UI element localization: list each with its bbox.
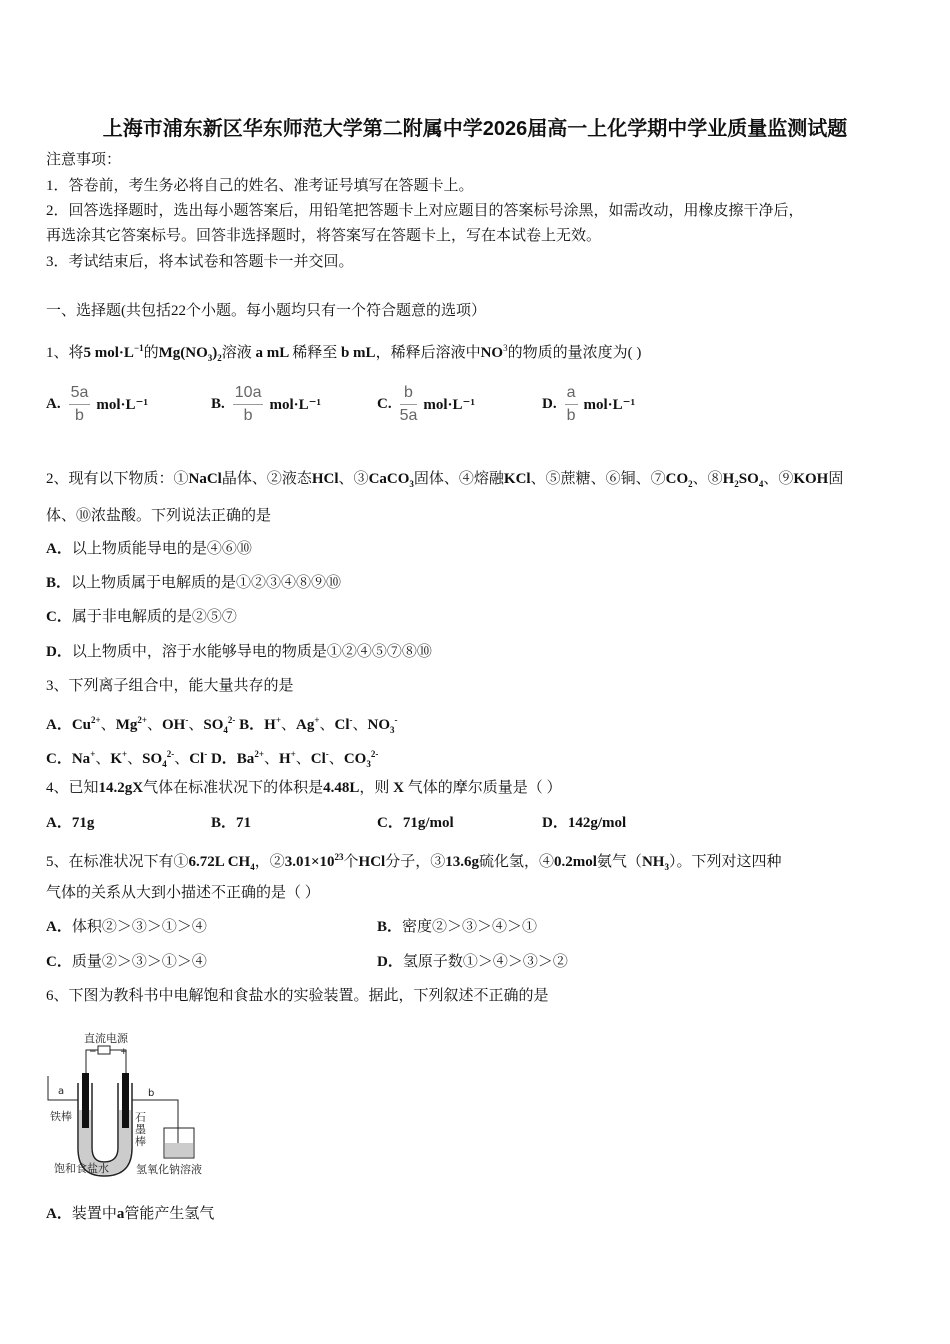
text-segment: A．	[46, 1206, 72, 1222]
text-segment: 气体在标准状况下的体积是	[143, 780, 324, 796]
q3-options-ab[interactable]	[46, 710, 398, 740]
text-segment: 2	[688, 479, 693, 489]
q4-option-b[interactable]: B．71	[211, 815, 252, 831]
text-segment: 4	[250, 862, 255, 872]
text-segment: X	[389, 780, 408, 796]
text-segment: 溶液	[221, 345, 252, 361]
text-segment: 分子，③	[385, 854, 446, 870]
text-segment: b mL	[337, 345, 376, 361]
text-segment: 、⑧	[692, 471, 723, 487]
text-segment: 14.2gX	[98, 780, 144, 796]
text-segment: )	[632, 345, 642, 361]
text-segment: 3	[503, 343, 508, 353]
fraction	[400, 384, 418, 425]
text-segment: C．	[46, 751, 72, 767]
tube-b-label: b	[148, 1088, 155, 1099]
text-segment: 、	[188, 717, 204, 733]
text-segment: 氢原子数①＞④＞③＞②	[402, 954, 568, 970]
q2-stem	[46, 469, 843, 494]
text-segment: 3	[390, 725, 395, 735]
q1-option-b[interactable]	[211, 384, 321, 425]
electrolysis-apparatus-figure	[44, 1028, 224, 1183]
q4-option-c[interactable]: C．71g/mol	[377, 815, 454, 831]
text-segment: 4	[223, 725, 228, 735]
option-label: A.	[46, 396, 61, 412]
q6-stem	[46, 986, 549, 1006]
text-segment: 、	[352, 717, 368, 733]
text-segment: 2+	[137, 715, 147, 725]
text-segment: ，稀释后溶液中	[375, 345, 481, 361]
text-segment: )	[212, 345, 218, 361]
text-segment: Cu	[71, 717, 92, 733]
q2-stem-cont	[46, 506, 271, 526]
text-segment: Mg	[115, 717, 138, 733]
graphite-label: 墨	[135, 1123, 146, 1136]
text-segment: H	[722, 471, 735, 487]
q5-option-b[interactable]	[377, 917, 537, 937]
text-segment: 3	[207, 353, 213, 363]
unit: mol·L⁻¹	[423, 397, 475, 413]
text-segment: 属于非电解质的是②⑤⑦	[71, 609, 237, 625]
denominator: b	[75, 407, 84, 424]
text-segment: 4、已知	[46, 780, 99, 796]
text-segment: 、	[127, 751, 143, 767]
text-segment: A．	[46, 717, 72, 733]
text-segment: NO	[367, 717, 390, 733]
text-segment: Ba	[236, 751, 255, 767]
q2-option-d[interactable]	[46, 642, 432, 662]
text-segment: 装置中	[71, 1206, 117, 1222]
text-segment: 5 mol·L	[83, 345, 134, 361]
text-segment: NO	[480, 345, 504, 361]
unit: mol·L⁻¹	[269, 397, 322, 413]
text-segment: 0.2mol	[554, 854, 597, 870]
text-segment: 的物质的量浓度为(	[507, 345, 633, 361]
q5-option-c[interactable]	[46, 952, 207, 972]
text-segment: 2-	[227, 715, 236, 725]
denominator: b	[566, 407, 576, 424]
text-segment: +	[122, 749, 128, 759]
note-2-cont: 再选涂其它答案标号。回答非选择题时，将答案写在答题卡上，写在本试卷上无效。	[46, 228, 602, 244]
text-segment: 3.01×10	[284, 854, 335, 870]
q1-option-c[interactable]	[377, 384, 475, 425]
q4-option-d[interactable]: D．142g/mol	[542, 815, 627, 831]
text-segment: B．	[46, 575, 72, 591]
q3-stem	[46, 676, 294, 696]
text-segment: −1	[133, 343, 144, 353]
text-segment: CaCO	[368, 471, 410, 487]
text-segment: 6、下图为教科书中电解饱和食盐水的实验装置。据此，下列叙述不正确的是	[46, 988, 549, 1004]
text-segment: +	[275, 715, 281, 725]
text-segment: C．	[46, 609, 72, 625]
text-segment: 1、将	[46, 345, 84, 361]
text-segment: 3	[366, 759, 371, 769]
text-segment: C．	[46, 954, 72, 970]
graphite-rod	[122, 1073, 129, 1128]
text-segment: -	[204, 749, 208, 759]
text-segment: K	[110, 751, 123, 767]
text-segment: 6.72L CH	[188, 854, 251, 870]
text-segment: CO	[343, 751, 367, 767]
text-segment: D．	[377, 954, 403, 970]
text-segment: ）。下列对这四种	[668, 854, 782, 870]
text-segment: 的	[143, 345, 159, 361]
text-segment: 以上物质能导电的是④⑥⑩	[71, 541, 252, 557]
text-segment: CO	[665, 471, 689, 487]
graphite-label: 石	[135, 1111, 146, 1124]
text-segment: 硫化氢，④	[478, 854, 554, 870]
text-segment: 固体、④熔融	[413, 471, 504, 487]
text-segment: NaCl	[188, 471, 222, 487]
numerator: b	[400, 384, 418, 405]
text-segment: -	[394, 715, 398, 725]
unit: mol·L⁻¹	[96, 397, 148, 413]
text-segment: B．	[235, 717, 265, 733]
text-segment: +	[314, 715, 320, 725]
text-segment: 13.6g	[445, 854, 479, 870]
text-segment: KOH	[793, 471, 829, 487]
text-segment: 固	[828, 471, 844, 487]
minus-label: −	[89, 1047, 97, 1057]
numerator: a	[565, 384, 578, 405]
fraction	[69, 384, 91, 425]
text-segment: Cl	[334, 717, 350, 733]
text-segment: Ag	[295, 717, 315, 733]
text-segment: HCl	[311, 471, 339, 487]
text-segment: 、③	[338, 471, 369, 487]
text-segment: 个	[343, 854, 359, 870]
text-segment: Na	[71, 751, 91, 767]
text-segment: SO	[203, 717, 224, 733]
text-segment: 、⑤蔗糖、⑥铜、⑦	[530, 471, 666, 487]
text-segment: D．	[207, 751, 237, 767]
fraction	[233, 384, 264, 425]
denominator: 5a	[399, 407, 418, 424]
iron-label: 铁棒	[50, 1110, 72, 1123]
power-label: 直流电源	[84, 1032, 128, 1045]
text-segment: 、	[319, 717, 335, 733]
text-segment: -	[185, 715, 189, 725]
text-segment: SO	[738, 471, 759, 487]
brine-label: 饱和食盐水	[54, 1162, 109, 1175]
text-segment: 4.48L	[323, 780, 360, 796]
text-segment: 、	[174, 751, 190, 767]
q1-option-a[interactable]	[46, 384, 148, 425]
text-segment: 稀释至	[292, 345, 338, 361]
graphite-label: 棒	[135, 1135, 146, 1148]
text-segment: 23	[334, 852, 344, 862]
q5-stem-cont	[46, 883, 320, 903]
q4-option-a[interactable]: A．71g	[46, 815, 95, 831]
text-segment: +	[290, 749, 296, 759]
text-segment: 3	[664, 862, 669, 872]
text-segment: 密度②＞③＞④＞①	[402, 919, 538, 935]
q6-option-a[interactable]	[46, 1204, 214, 1224]
text-segment: A．	[46, 919, 72, 935]
tube-a-label: a	[58, 1086, 65, 1097]
iron-rod	[82, 1073, 89, 1128]
text-segment: 管能产生氢气	[124, 1206, 215, 1222]
text-segment: 3、下列离子组合中，能大量共存的是	[46, 678, 294, 694]
q5-option-d[interactable]	[377, 952, 568, 972]
text-segment: HCl	[358, 854, 386, 870]
text-segment: 气体的关系从大到小描述不正确的是（ ）	[46, 885, 320, 901]
text-segment: Mg(NO	[158, 345, 208, 361]
text-segment: 5、在标准状况下有①	[46, 854, 189, 870]
text-segment: B．	[377, 919, 403, 935]
text-segment: 4	[162, 759, 167, 769]
text-segment: 气体的摩尔质量是（ ）	[407, 780, 562, 796]
text-segment: H	[278, 751, 291, 767]
page-title: 上海市浦东新区华东师范大学第二附属中学2026届高一上化学期中学业质量监测试题	[102, 118, 848, 140]
naoh-label: 氢氧化钠溶液	[136, 1163, 202, 1176]
numerator: 10a	[233, 384, 264, 405]
section-heading: 一、选择题(共包括22个小题。每小题均只有一个符合题意的选项）	[46, 303, 486, 319]
text-segment: ，②	[254, 854, 285, 870]
fraction	[565, 384, 578, 425]
text-segment: ，则	[359, 780, 390, 796]
q5-option-a[interactable]	[46, 917, 207, 937]
text-segment: 、	[328, 751, 344, 767]
text-segment: 、	[147, 717, 163, 733]
text-segment: A．	[46, 541, 72, 557]
text-segment: 2+	[91, 715, 101, 725]
text-segment: 、	[95, 751, 111, 767]
text-segment: 2、现有以下物质：①	[46, 471, 189, 487]
q2-option-b[interactable]	[46, 573, 341, 593]
text-segment: H	[264, 717, 276, 733]
text-segment: 以上物质属于电解质的是①②③④⑧⑨⑩	[71, 575, 342, 591]
text-segment: NH	[641, 854, 665, 870]
text-segment: 2+	[254, 749, 264, 759]
q1-option-d[interactable]	[542, 384, 635, 425]
text-segment: 2-	[166, 749, 175, 759]
text-segment: 、	[295, 751, 311, 767]
text-segment: D．	[46, 644, 72, 660]
text-segment: -	[349, 715, 353, 725]
text-segment: 3	[409, 479, 414, 489]
option-label: C.	[377, 396, 392, 412]
text-segment: 2	[734, 479, 739, 489]
text-segment: 晶体、②液态	[221, 471, 312, 487]
plus-label: +	[120, 1047, 128, 1057]
q3-options-cd[interactable]	[46, 744, 378, 774]
text-segment: 2	[217, 353, 222, 363]
q5-stem	[46, 847, 781, 877]
text-segment: -	[325, 749, 329, 759]
text-segment: +	[90, 749, 96, 759]
option-label: B.	[211, 396, 225, 412]
resistor-icon	[98, 1046, 110, 1054]
text-segment: KCl	[503, 471, 531, 487]
q2-option-a[interactable]	[46, 539, 252, 559]
text-segment: 、	[263, 751, 279, 767]
text-segment: a mL	[251, 345, 293, 361]
text-segment: Cl	[189, 751, 205, 767]
denominator: b	[243, 407, 253, 424]
text-segment: 、	[280, 717, 296, 733]
q2-option-c[interactable]	[46, 607, 237, 627]
text-segment: 体积②＞③＞①＞④	[71, 919, 207, 935]
text-segment: 、	[100, 717, 116, 733]
text-segment: 、⑨	[763, 471, 794, 487]
q4-stem	[46, 778, 562, 798]
text-segment: OH	[162, 717, 186, 733]
numerator: 5a	[69, 384, 91, 405]
text-segment: 氨气（	[596, 854, 642, 870]
option-label: D.	[542, 396, 557, 412]
text-segment: 体、⑩浓盐酸。下列说法正确的是	[46, 508, 272, 524]
text-segment: 质量②＞③＞①＞④	[71, 954, 207, 970]
note-2: 2．回答选择题时，选出每小题答案后，用铅笔把答题卡上对应题目的答案标号涂黑，如需改动，用橡皮擦干净后，	[46, 203, 804, 219]
note-1: 1．答卷前，考生务必将自己的姓名、准考证号填写在答题卡上。	[46, 178, 474, 194]
notes-heading: 注意事项：	[46, 152, 122, 168]
text-segment: 4	[758, 479, 764, 489]
q1-stem	[46, 338, 641, 368]
text-segment: Cl	[310, 751, 326, 767]
text-segment: a	[116, 1206, 125, 1222]
text-segment: 2-	[370, 749, 379, 759]
note-3: 3．考试结束后，将本试卷和答题卡一并交回。	[46, 254, 354, 270]
text-segment: SO	[142, 751, 163, 767]
unit: mol·L⁻¹	[583, 397, 636, 413]
text-segment: 以上物质中，溶于水能够导电的物质是①②④⑤⑦⑧⑩	[71, 644, 432, 660]
